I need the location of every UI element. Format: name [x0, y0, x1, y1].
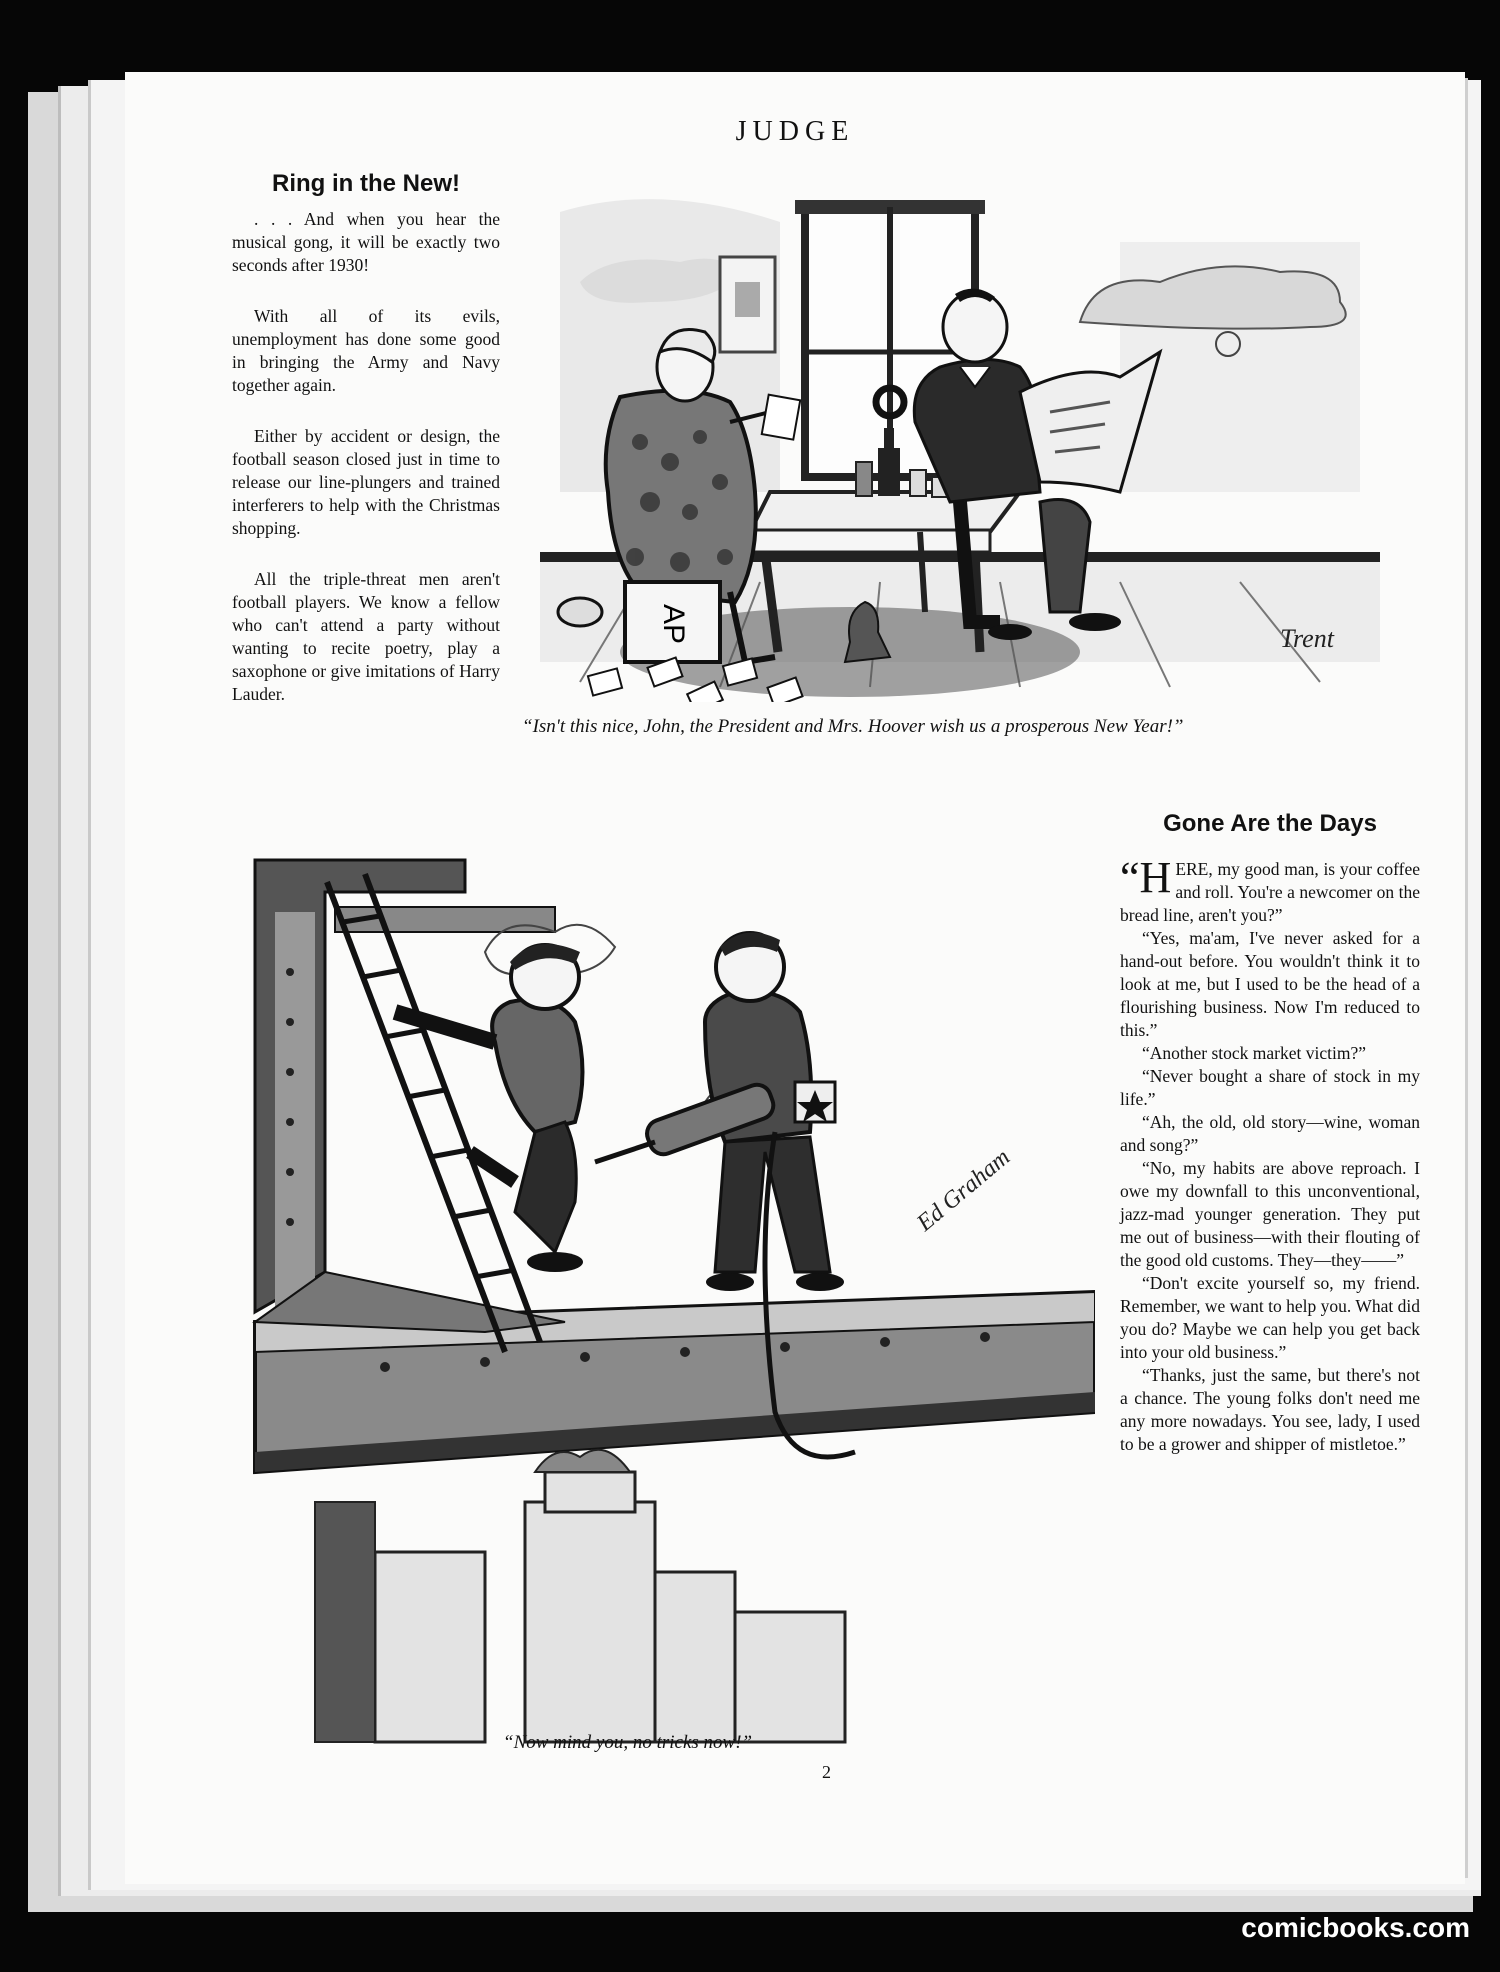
watermark: comicbooks.com: [1241, 1912, 1470, 1943]
top-cartoon-signature: Trent: [1280, 624, 1334, 653]
first-paragraph-text: ERE, my good man, is your coffee and roll. You're a newcomer on the bread line, aren't you?”: [1120, 859, 1420, 925]
paragraph: “Don't excite yourself so, my friend. Remember, we want to help you. What did you do? Maybe we can help you get back into your old business.”: [1120, 1273, 1420, 1362]
section-title-ring-in-the-new: Ring in the New!: [272, 170, 460, 197]
bottom-cartoon-illustration: [235, 852, 1095, 1772]
top-cartoon-illustration: [520, 162, 1400, 702]
crate-label: AP: [657, 603, 690, 645]
paragraph: “Never bought a share of stock in my life.”: [1120, 1066, 1420, 1109]
paragraph: “Yes, ma'am, I've never asked for a hand-out before. You wouldn't think it to look at me, but I used to be the head of a flourishing business. Now I'm reduced to this.”: [1120, 928, 1420, 1040]
paragraph: All the triple-threat men aren't football players. We know a fellow who can't attend a party without wanting to recite poetry, play a saxophone or give imitations of Harry Lauder.: [232, 569, 500, 704]
top-cartoon-caption: “Isn't this nice, John, the President and Mrs. Hoover wish us a prosperous New Year!”: [522, 716, 1184, 737]
bottom-cartoon-caption: “Now mind you, no tricks now!”: [503, 1732, 753, 1753]
magazine-page: [125, 72, 1465, 1884]
drop-cap: “H: [1120, 853, 1172, 902]
paragraph: “Thanks, just the same, but there's not a chance. The young folks don't need me any more nowadays. You see, lady, I used to be a grower and shipper of mistletoe.”: [1120, 1365, 1420, 1454]
paragraph: “No, my habits are above reproach. I owe my downfall to this unconventional, jazz-mad younger generation. They put me out of business—with their flouting of the good old customs. They—they——”: [1120, 1158, 1420, 1270]
right-column: [1120, 853, 1420, 1456]
paragraph: Either by accident or design, the football season closed just in time to release our line-plungers and trained interferers to help with the Christmas shopping.: [232, 426, 500, 538]
paragraph: With all of its evils, unemployment has done some good in bringing the Army and Navy together again.: [232, 306, 500, 395]
paragraph: “Ah, the old, old story—wine, woman and song?”: [1120, 1112, 1420, 1155]
page-number: 2: [822, 1762, 831, 1782]
paragraph: . . . And when you hear the musical gong, it will be exactly two seconds after 1930!: [232, 209, 500, 275]
left-column: [232, 170, 500, 734]
paragraph: [1120, 853, 1420, 927]
section-title-gone-are-the-days: Gone Are the Days: [1163, 810, 1377, 837]
masthead: JUDGE: [735, 116, 855, 147]
bottom-cartoon-signature: Ed Graham: [912, 1144, 1016, 1237]
paragraph: “Another stock market victim?”: [1142, 1043, 1367, 1063]
